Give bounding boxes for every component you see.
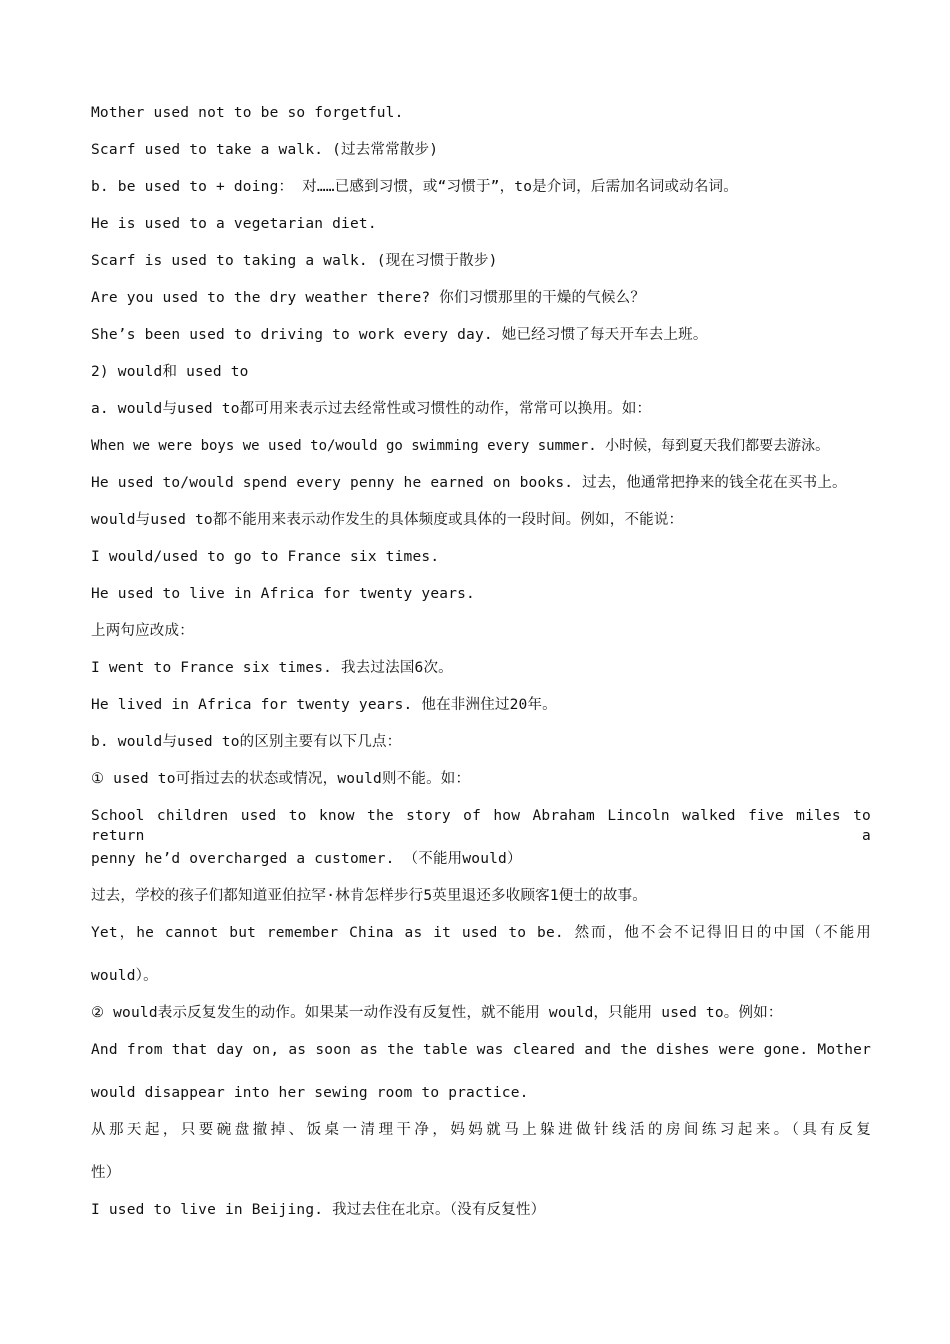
text-line: He used to live in Africa for twenty years. xyxy=(91,586,475,602)
text-line: I went to France six times. 我去过法国6次。 xyxy=(91,660,453,676)
text-line: School children used to know the story of how Abraham Lincoln walked five miles to return a xyxy=(91,808,871,844)
text-line: a. would与used to都可用来表示过去经常性或习惯性的动作，常常可以换用。如： xyxy=(91,401,652,417)
text-line: b. be used to + doing： 对……已感到习惯，或“习惯于”，to是介词，后需加名词或动名词。 xyxy=(91,179,738,195)
text-line: would disappear into her sewing room to practice. xyxy=(91,1085,529,1101)
text-line: b. would与used to的区别主要有以下几点： xyxy=(91,734,402,750)
text-line: He is used to a vegetarian diet. xyxy=(91,216,377,232)
text-line: 性） xyxy=(91,1165,121,1181)
text-line: I would/used to go to France six times. xyxy=(91,549,440,565)
text-line: Yet，he cannot but remember China as it used to be. 然而，他不会不记得旧日的中国（不能用 xyxy=(91,925,871,941)
text-line: Scarf is used to taking a walk. (现在习惯于散步) xyxy=(91,253,498,269)
text-line: penny he’d overcharged a customer. （不能用would） xyxy=(91,851,522,867)
text-line: Mother used not to be so forgetful. xyxy=(91,105,404,121)
text-line: ② would表示反复发生的动作。如果某一动作没有反复性，就不能用 would，只能用 used to。例如： xyxy=(91,1005,783,1021)
text-line: would与used to都不能用来表示动作发生的具体频度或具体的一段时间。例如，不能说： xyxy=(91,512,684,528)
text-line: Are you used to the dry weather there? 你们习惯那里的干燥的气候么？ xyxy=(91,290,646,306)
text-line: And from that day on, as soon as the table was cleared and the dishes were gone. Mother xyxy=(91,1042,871,1058)
text-line: When we were boys we used to/would go swimming every summer. 小时候，每到夏天我们都要去游泳。 xyxy=(91,438,830,454)
text-line: 从那天起，只要碗盘撤掉、饭桌一清理干净，妈妈就马上躲进做针线活的房间练习起来。（具有反复 xyxy=(91,1122,871,1138)
text-line: 2) would和 used to xyxy=(91,364,249,380)
text-line: He lived in Africa for twenty years. 他在非洲住过20年。 xyxy=(91,697,557,713)
text-line: I used to live in Beijing. 我过去住在北京。（没有反复性） xyxy=(91,1202,546,1218)
text-line: would）。 xyxy=(91,968,158,984)
text-line: ① used to可指过去的状态或情况，would则不能。如： xyxy=(91,771,471,787)
text-line: He used to/would spend every penny he earned on books. 过去，他通常把挣来的钱全花在买书上。 xyxy=(91,475,847,491)
text-line: 上两句应改成： xyxy=(91,623,194,639)
text-line: She’s been used to driving to work every day. 她已经习惯了每天开车去上班。 xyxy=(91,327,708,343)
text-line: Scarf used to take a walk. (过去常常散步) xyxy=(91,142,439,158)
text-line: 过去，学校的孩子们都知道亚伯拉罕·林肯怎样步行5英里退还多收顾客1便士的故事。 xyxy=(91,888,647,904)
